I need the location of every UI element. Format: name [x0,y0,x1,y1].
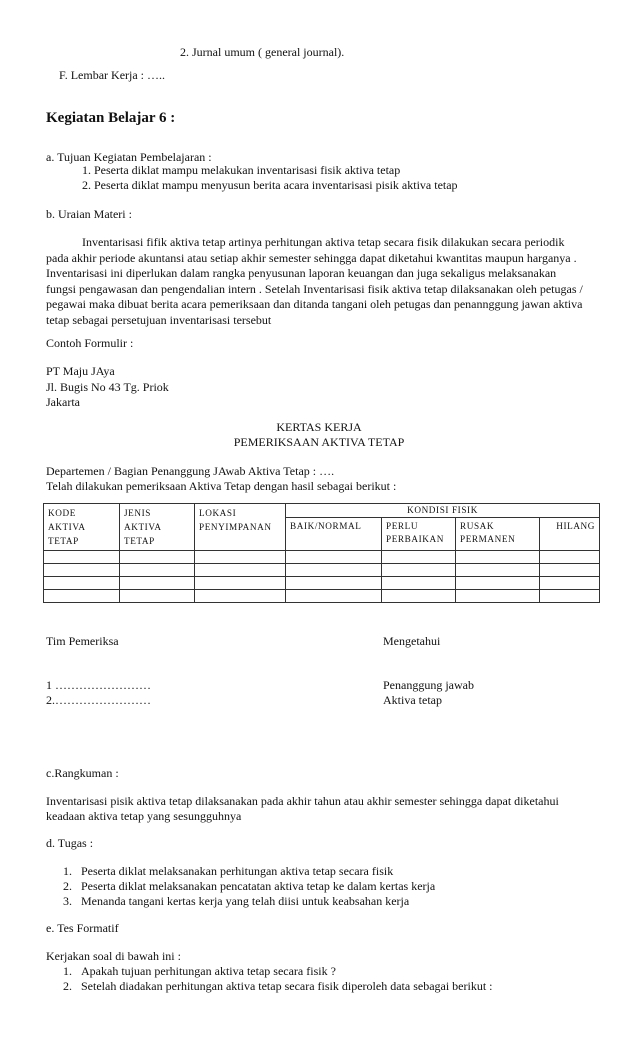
contoh-label: Contoh Formulir : [46,336,134,350]
rangkuman-line: Inventarisasi pisik aktiva tetap dilaksanakan pada akhir tahun atau akhir semester sehingga dapat diketahui [46,794,559,808]
header-text: AKTIVA [48,522,86,532]
header-text: PERLU [386,520,419,531]
header-text: TETAP [124,536,155,546]
col-kondisi: KONDISI FISIK [286,504,600,518]
col-perlu [382,517,456,550]
rangkuman-line: keadaan aktiva tetap yang sesungguhnya [46,809,242,823]
signature-line-2: 2.…………………… [46,693,151,707]
worksheet-table [43,503,600,603]
tes-intro: Kerjakan soal di bawah ini : [46,949,181,963]
dept-line: Departemen / Bagian Penanggung JAwab Aktiva Tetap : …. [46,464,335,478]
col-rusak [456,517,540,550]
list-text: Peserta diklat melaksanakan pencatatan aktiva tetap ke dalam kertas kerja [81,879,436,893]
list-text: Setelah diadakan perhitungan aktiva tetap secara fisik diperoleh data sebagai berikut : [81,979,493,993]
lembar-kerja-line: F. Lembar Kerja : ….. [59,68,166,82]
tujuan-heading: a. Tujuan Kegiatan Pembelajaran : [46,150,212,164]
company-city: Jakarta [46,395,80,409]
list-item [63,894,409,909]
form-subtitle: PEMERIKSAAN AKTIVA TETAP [233,435,405,449]
journal-line: 2. Jurnal umum ( general journal). [180,45,345,59]
paragraph-line: pegawai maka dibuat berita acara pemeriksaan dan ditanda tangani oleh petugas dan penannggung jawan aktiva [46,297,583,312]
list-text: Apakah tujuan perhitungan aktiva tetap secara fisik ? [81,964,336,978]
table-header-row [44,504,600,518]
paragraph-line: fungsi pengawasan dan pengendalian intern . Setelah Inventarisasi fisik aktiva tetap dilaksanakan oleh petugas / [46,281,583,296]
tujuan-item: 2. Peserta diklat mampu menyusun berita acara inventarisasi pisik aktiva tetap [82,178,458,192]
list-number: 2. [63,879,72,893]
list-item [63,879,435,894]
list-item [63,979,493,994]
list-text: Menanda tangani kertas kerja yang telah diisi untuk keabsahan kerja [81,894,410,908]
list-number: 3. [63,894,72,908]
penanggung-jawab: Penanggung jawab [383,678,474,692]
form-title: KERTAS KERJA [276,420,362,434]
col-hilang: HILANG [540,517,600,550]
header-text: PERMANEN [460,533,516,544]
company-name: PT Maju JAya [46,364,115,378]
paragraph-line: Inventarisasi fifik aktiva tetap artinya perhitungan aktiva tetap secara fisik dilakukan secara periodik [82,235,565,249]
list-number: 2. [63,979,72,993]
paragraph-line: pada akhir periode akuntansi atau setiap akhir semester sehingga dapat diketahui kwantitas maupun harganya . [46,250,577,265]
header-text: JENIS [124,508,151,518]
header-text: AKTIVA [124,522,162,532]
col-lokasi: LOKASI PENYIMPANAN [195,504,286,551]
header-text: TETAP [48,536,79,546]
paragraph-line: tetap sebagai persetujuan inventarisasi tersebut [46,312,272,327]
col-kode [44,504,120,551]
table-row [44,590,600,603]
header-text: PERBAIKAN [386,533,444,544]
header-text: KODE [48,508,76,518]
intro-line: Telah dilakukan pemeriksaan Aktiva Tetap dengan hasil sebagai berikut : [46,479,397,493]
signature-line-1: 1 …………………… [46,678,151,692]
uraian-heading: b. Uraian Materi : [46,207,132,221]
col-jenis [120,504,195,551]
table-row [44,577,600,590]
table-row [44,564,600,577]
tes-heading: e. Tes Formatif [46,921,119,935]
col-baik: BAIK/NORMAL [286,517,382,550]
tugas-heading: d. Tugas : [46,836,94,850]
mengetahui: Mengetahui [383,634,441,648]
section-title: Kegiatan Belajar 6 : [46,110,176,126]
list-item [63,864,393,879]
tujuan-item: 1. Peserta diklat mampu melakukan inventarisasi fisik aktiva tetap [82,163,401,177]
list-item [63,964,336,979]
table-row [44,551,600,564]
list-text: Peserta diklat melaksanakan perhitungan aktiva tetap secara fisik [81,864,394,878]
paragraph-line: Inventarisasi ini diperlukan dalam rangka penyusunan laporan keuangan dan juga sekaligus melaksanakan [46,266,557,281]
tim-pemeriksa: Tim Pemeriksa [46,634,119,648]
aktiva-tetap-label: Aktiva tetap [383,693,442,707]
company-address: Jl. Bugis No 43 Tg. Priok [46,380,169,394]
list-number: 1. [63,964,72,978]
list-number: 1. [63,864,72,878]
uraian-paragraph [46,235,606,329]
rangkuman-heading: c.Rangkuman : [46,766,119,780]
header-text: RUSAK [460,520,495,531]
